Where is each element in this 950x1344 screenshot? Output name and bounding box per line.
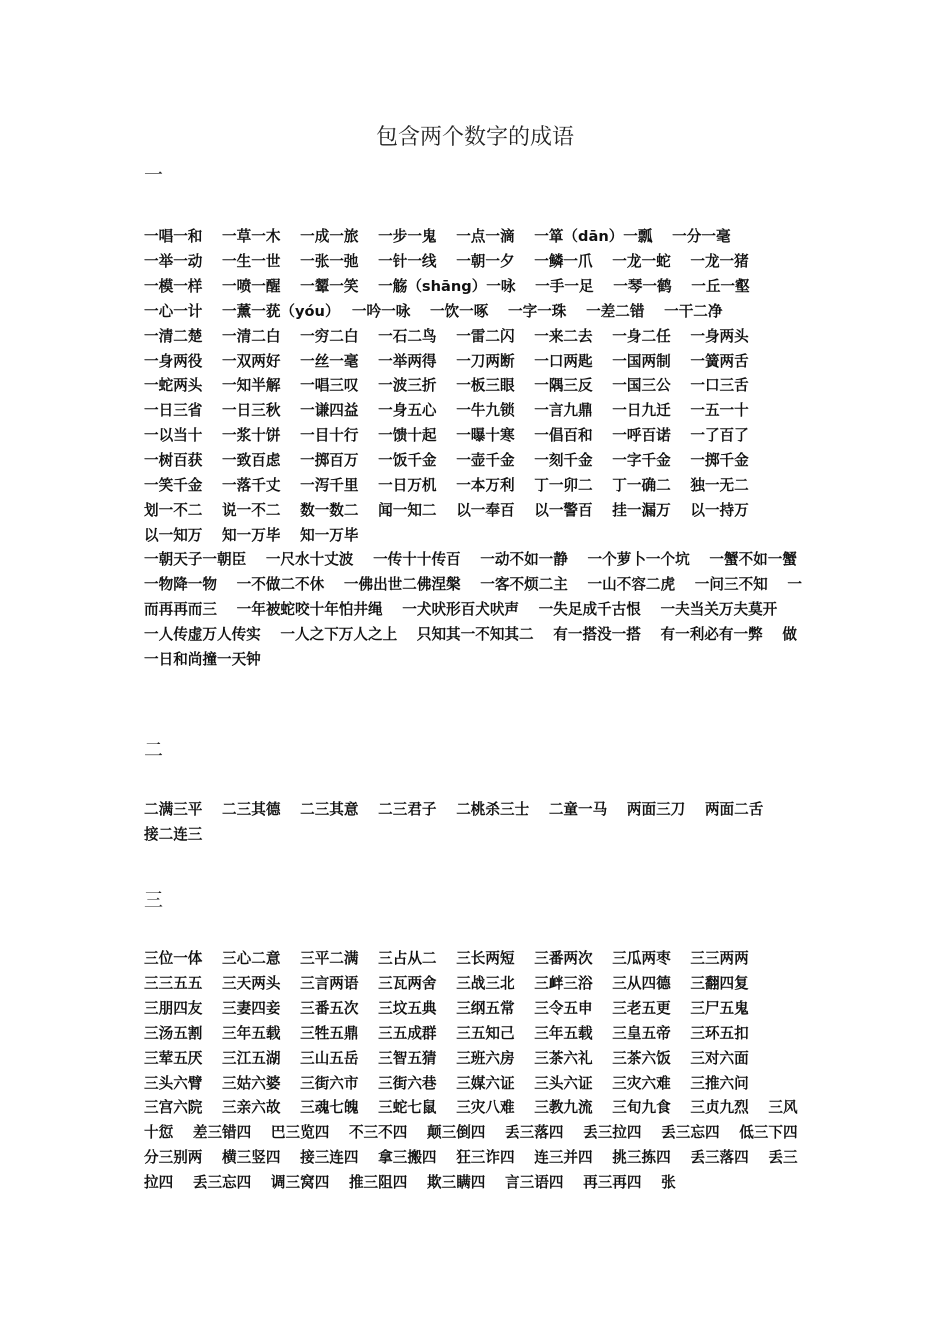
section-heading-three: 三: [144, 889, 164, 911]
document-title: 包含两个数字的成语: [375, 125, 574, 150]
section-one-paragraph-2: 一朝天子一朝臣 一尺水十丈波 一传十十传百 一动不如一静 一个萝卜一个坑 一蟹不如一蟹 一物降一物 一不做二不休 一佛出世二佛涅槃 一客不烦二主 一山不容二虎 一问三不知 一而再再而三 一年被蛇咬十年怕井绳 一犬吠形百犬吠声 一失足成千古恨 一夫当关万夫莫开 一人传虚万人传实 一人之下万人之上 只知其一不知其二 有一搭没一搭 有一利必有一弊 做一日和尚撞一天钟: [144, 551, 817, 668]
section-three-paragraph: 三位一体 三心二意 三平二满 三占从二 三长两短 三番两次 三瓜两枣 三三两两 三三五五 三天两头 三言两语 三瓦两舍 三战三北 三衅三浴 三从四德 三翻四复 三朋四友 三妻四妾 三番五次 三坟五典 三纲五常 三令五申 三老五更 三尸五鬼 三汤五割 三年五载 三牲五鼎 三五成群 三五知己 三年五载 三皇五帝 三环五扣 三荤五厌 三江五湖 三山五岳 三智五猜 三班六房 三茶六礼 三茶六饭 三对六面 三头六臂 三姑六婆 三街六市 三街六巷 三媒六证 三头六证 三灾六难 三推六问 三宫六院 三亲六故 三魂七魄 三蛇七鼠 三灾八难 三教九流 三旬九食 三贞九烈 三风十愆 差三错四 巴三览四 不三不四 颠三倒四 丢三落四 丢三拉四 丢三忘四 低三下四 分三别两 横三竖四 接三连四 拿三搬四 狂三诈四 连三并四 挑三拣四 丢三落四 丢三拉四 丢三忘四 调三窝四 推三阻四 欺三瞒四 言三语四 再三再四 张: [144, 950, 798, 1192]
section-heading-one: 一: [144, 164, 164, 186]
section-two-paragraph: 二满三平 二三其德 二三其意 二三君子 二桃杀三士 二童一马 两面三刀 两面二舌 接二连三: [144, 801, 764, 843]
section-one-paragraph-1: 一唱一和 一草一木 一成一旅 一步一鬼 一点一滴 一箪（dān）一瓢 一分一毫 一举一动 一生一世 一张一弛 一针一线 一朝一夕 一鳞一爪 一龙一蛇 一龙一猪 一模一样 一喷一醒 一颦一笑 一觞（shāng）一咏 一手一足 一琴一鹤 一丘一壑 一心一计 一薰一莸（yóu） 一吟一咏 一饮一啄 一字一珠 一差二错 一干二净 一清二楚 一清二白 一穷二白 一石二鸟 一雷二闪 一来二去 一身二任 一身两头 一身两役 一双两好 一丝一毫 一举两得 一刀两断 一口两匙 一国两制 一簧两舌 一蛇两头 一知半解 一唱三叹 一波三折 一板三眼 一隅三反 一国三公 一口三舌 一日三省 一日三秋 一谦四益 一身五心 一牛九锁 一言九鼎 一日九迁 一五一十 一以当十 一浆十饼 一目十行 一馈十起 一曝十寒 一倡百和 一呼百诺 一了百了 一树百获 一致百虑 一掷百万 一饭千金 一壶千金 一刻千金 一字千金 一掷千金 一笑千金 一落千丈 一泻千里 一日万机 一本万利 丁一卯二 丁一确二 独一无二 划一不二 说一不二 数一数二 闻一知二 以一奉百 以一警百 挂一漏万 以一持万 以一知万 知一万毕 知一万毕: [144, 228, 750, 544]
section-heading-two: 二: [144, 739, 164, 761]
